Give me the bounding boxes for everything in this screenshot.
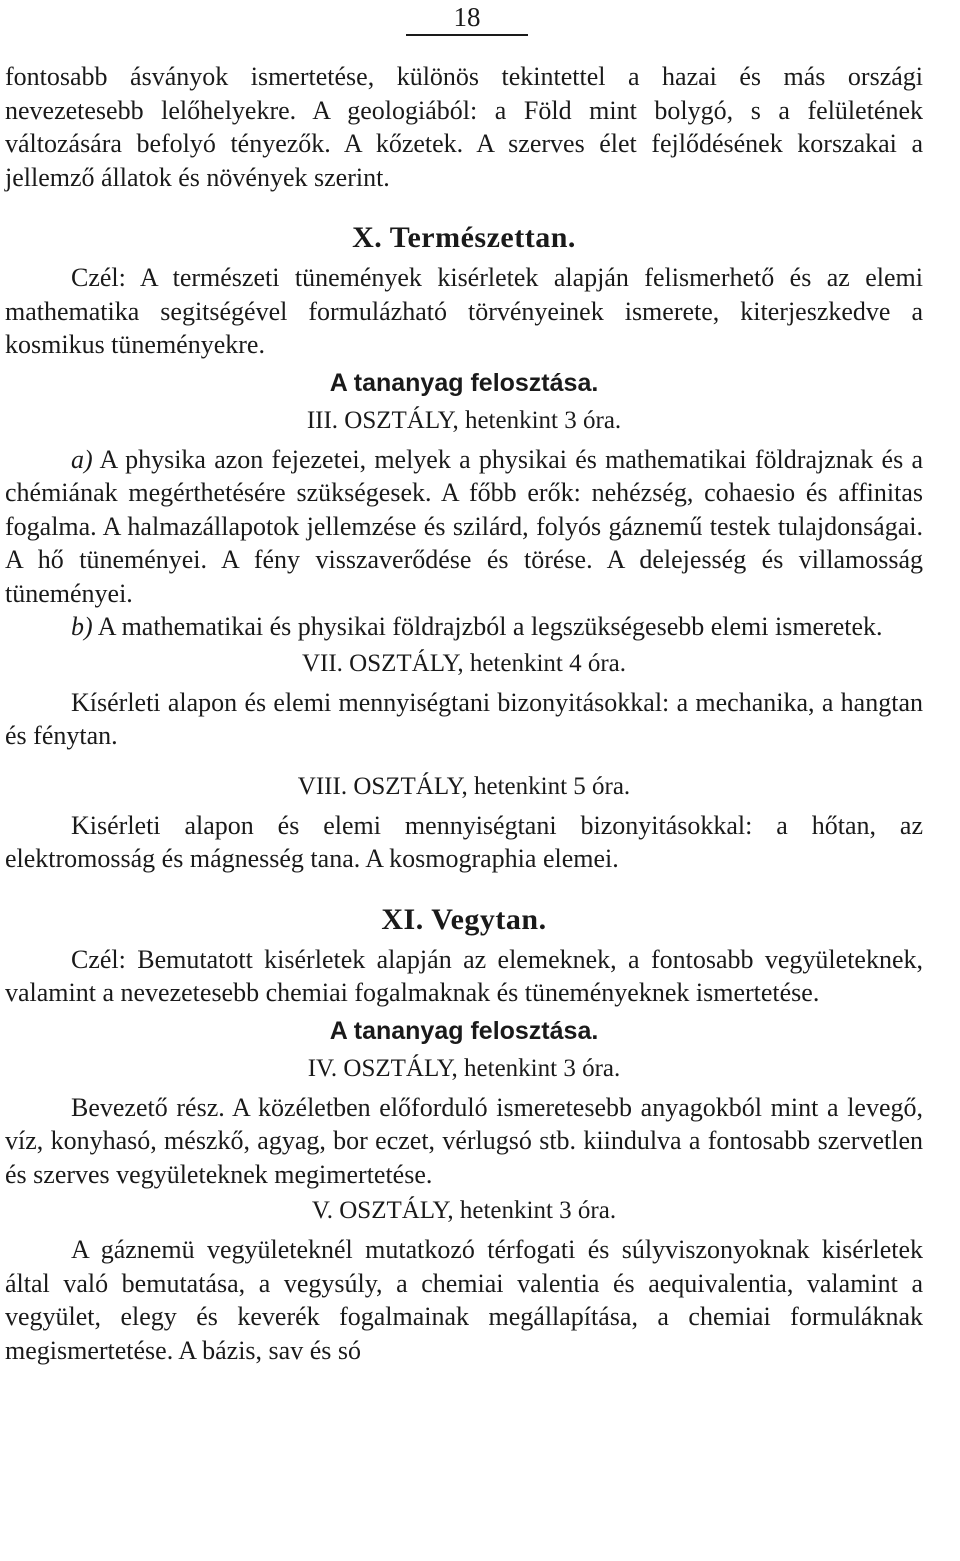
section-xi-title: XI. Vegytan. <box>381 902 547 936</box>
class-iii-b-text: A mathematikai és physikai földrajzból a legszükségesebb elemi ismeretek. <box>92 612 883 641</box>
page-number: 18 <box>453 2 481 32</box>
section-x-goal: Czél: A természeti tünemények kisérletek alapján felismerhető és az elemi mathematika segitségével formulázható törvényeinek ismerete, kiterjeszkedve a kosmikus tüneményekre. <box>5 263 923 359</box>
spacer <box>5 194 923 208</box>
class-vii-heading: VII. OSZTÁLY, hetenkint 4 óra. <box>301 649 627 677</box>
class-iii-a-text: A physika azon fejezetei, melyek a physikai és mathematikai földrajznak és a chémiának megérthetésére szükségesek. A főbb erők: nehézség, cohaesio és affinitas fogalma. A halmazállapotok jellemzése és szilárd, folyós gáznemű testek tulajdonságai. A hő tüneményei. A fény visszaverődése és törése. A delejesség és villamosság tüneményei. <box>5 444 923 608</box>
section-xi-subtitle: A tananyag felosztása. <box>329 1016 599 1045</box>
section-x-subtitle: A tananyag felosztása. <box>329 368 599 397</box>
class-iii-part-b <box>5 610 923 644</box>
class-iv-heading: IV. OSZTÁLY, hetenkint 3 óra. <box>307 1054 621 1082</box>
class-vii-text: Kísérleti alapon és elemi mennyiségtani bizonyitásokkal: a mechanika, a hangtan és fénytan. <box>5 687 923 750</box>
section-x-title: X. Természettan. <box>352 221 576 254</box>
class-iv-text: Bevezető rész. A közéletben előforduló ismeretesebb anyagokból mint a levegő, víz, konyhasó, mészkő, agyag, bor eczet, vérlugsó stb. kiindulva a fontosabb szervetlen és szerves vegyületeknek megimertetése. <box>5 1092 923 1189</box>
spacer <box>5 753 923 767</box>
page-body <box>5 60 923 1367</box>
class-iii-part-a <box>5 443 923 611</box>
class-viii-text: Kisérleti alapon és elemi mennyiségtani bizonyitásokkal: a hőtan, az elektromosság és mágnesség tana. A kosmographia elemei. <box>5 810 923 873</box>
intro-paragraph: fontosabb ásványok ismertetése, különös tekintettel a hazai és más országi nevezetesebb lelőhelyekre. A geologiából: a Föld mint bolygó, s a felületének változására befolyó tényezők. A kőzetek. A szerves élet fejlődésének korszakai a jellemző állatok és növények szerint. <box>5 62 923 192</box>
class-v-heading: V. OSZTÁLY, hetenkint 3 óra. <box>311 1197 617 1224</box>
page-number-rule <box>406 34 528 36</box>
class-v-text: A gáznemü vegyületeknél mutatkozó térfogati és súlyviszonyoknak kisérletek által való bemutatása, a vegysúly, a chemiai valentia és aequivalentia, valamint a vegyület, elegy és keverék fogalmainak megállapítása, a chemiai formuláknak megismertetése. A bázis, sav és só <box>5 1235 923 1365</box>
section-xi-goal: Czél: Bemutatott kisérletek alapján az elemeknek, a fontosabb vegyületeknek, valamint a nevezetesebb chemiai fogalmaknak és tüneményeknek ismertetése. <box>5 944 923 1007</box>
class-iii-heading: III. OSZTÁLY, hetenkint 3 óra. <box>306 406 622 434</box>
class-iii-a-marker: a) <box>71 444 93 474</box>
spacer <box>5 876 923 890</box>
class-iii-b-marker: b) <box>71 612 93 641</box>
class-viii-heading: VIII. OSZTÁLY, hetenkint 5 óra. <box>297 772 631 800</box>
